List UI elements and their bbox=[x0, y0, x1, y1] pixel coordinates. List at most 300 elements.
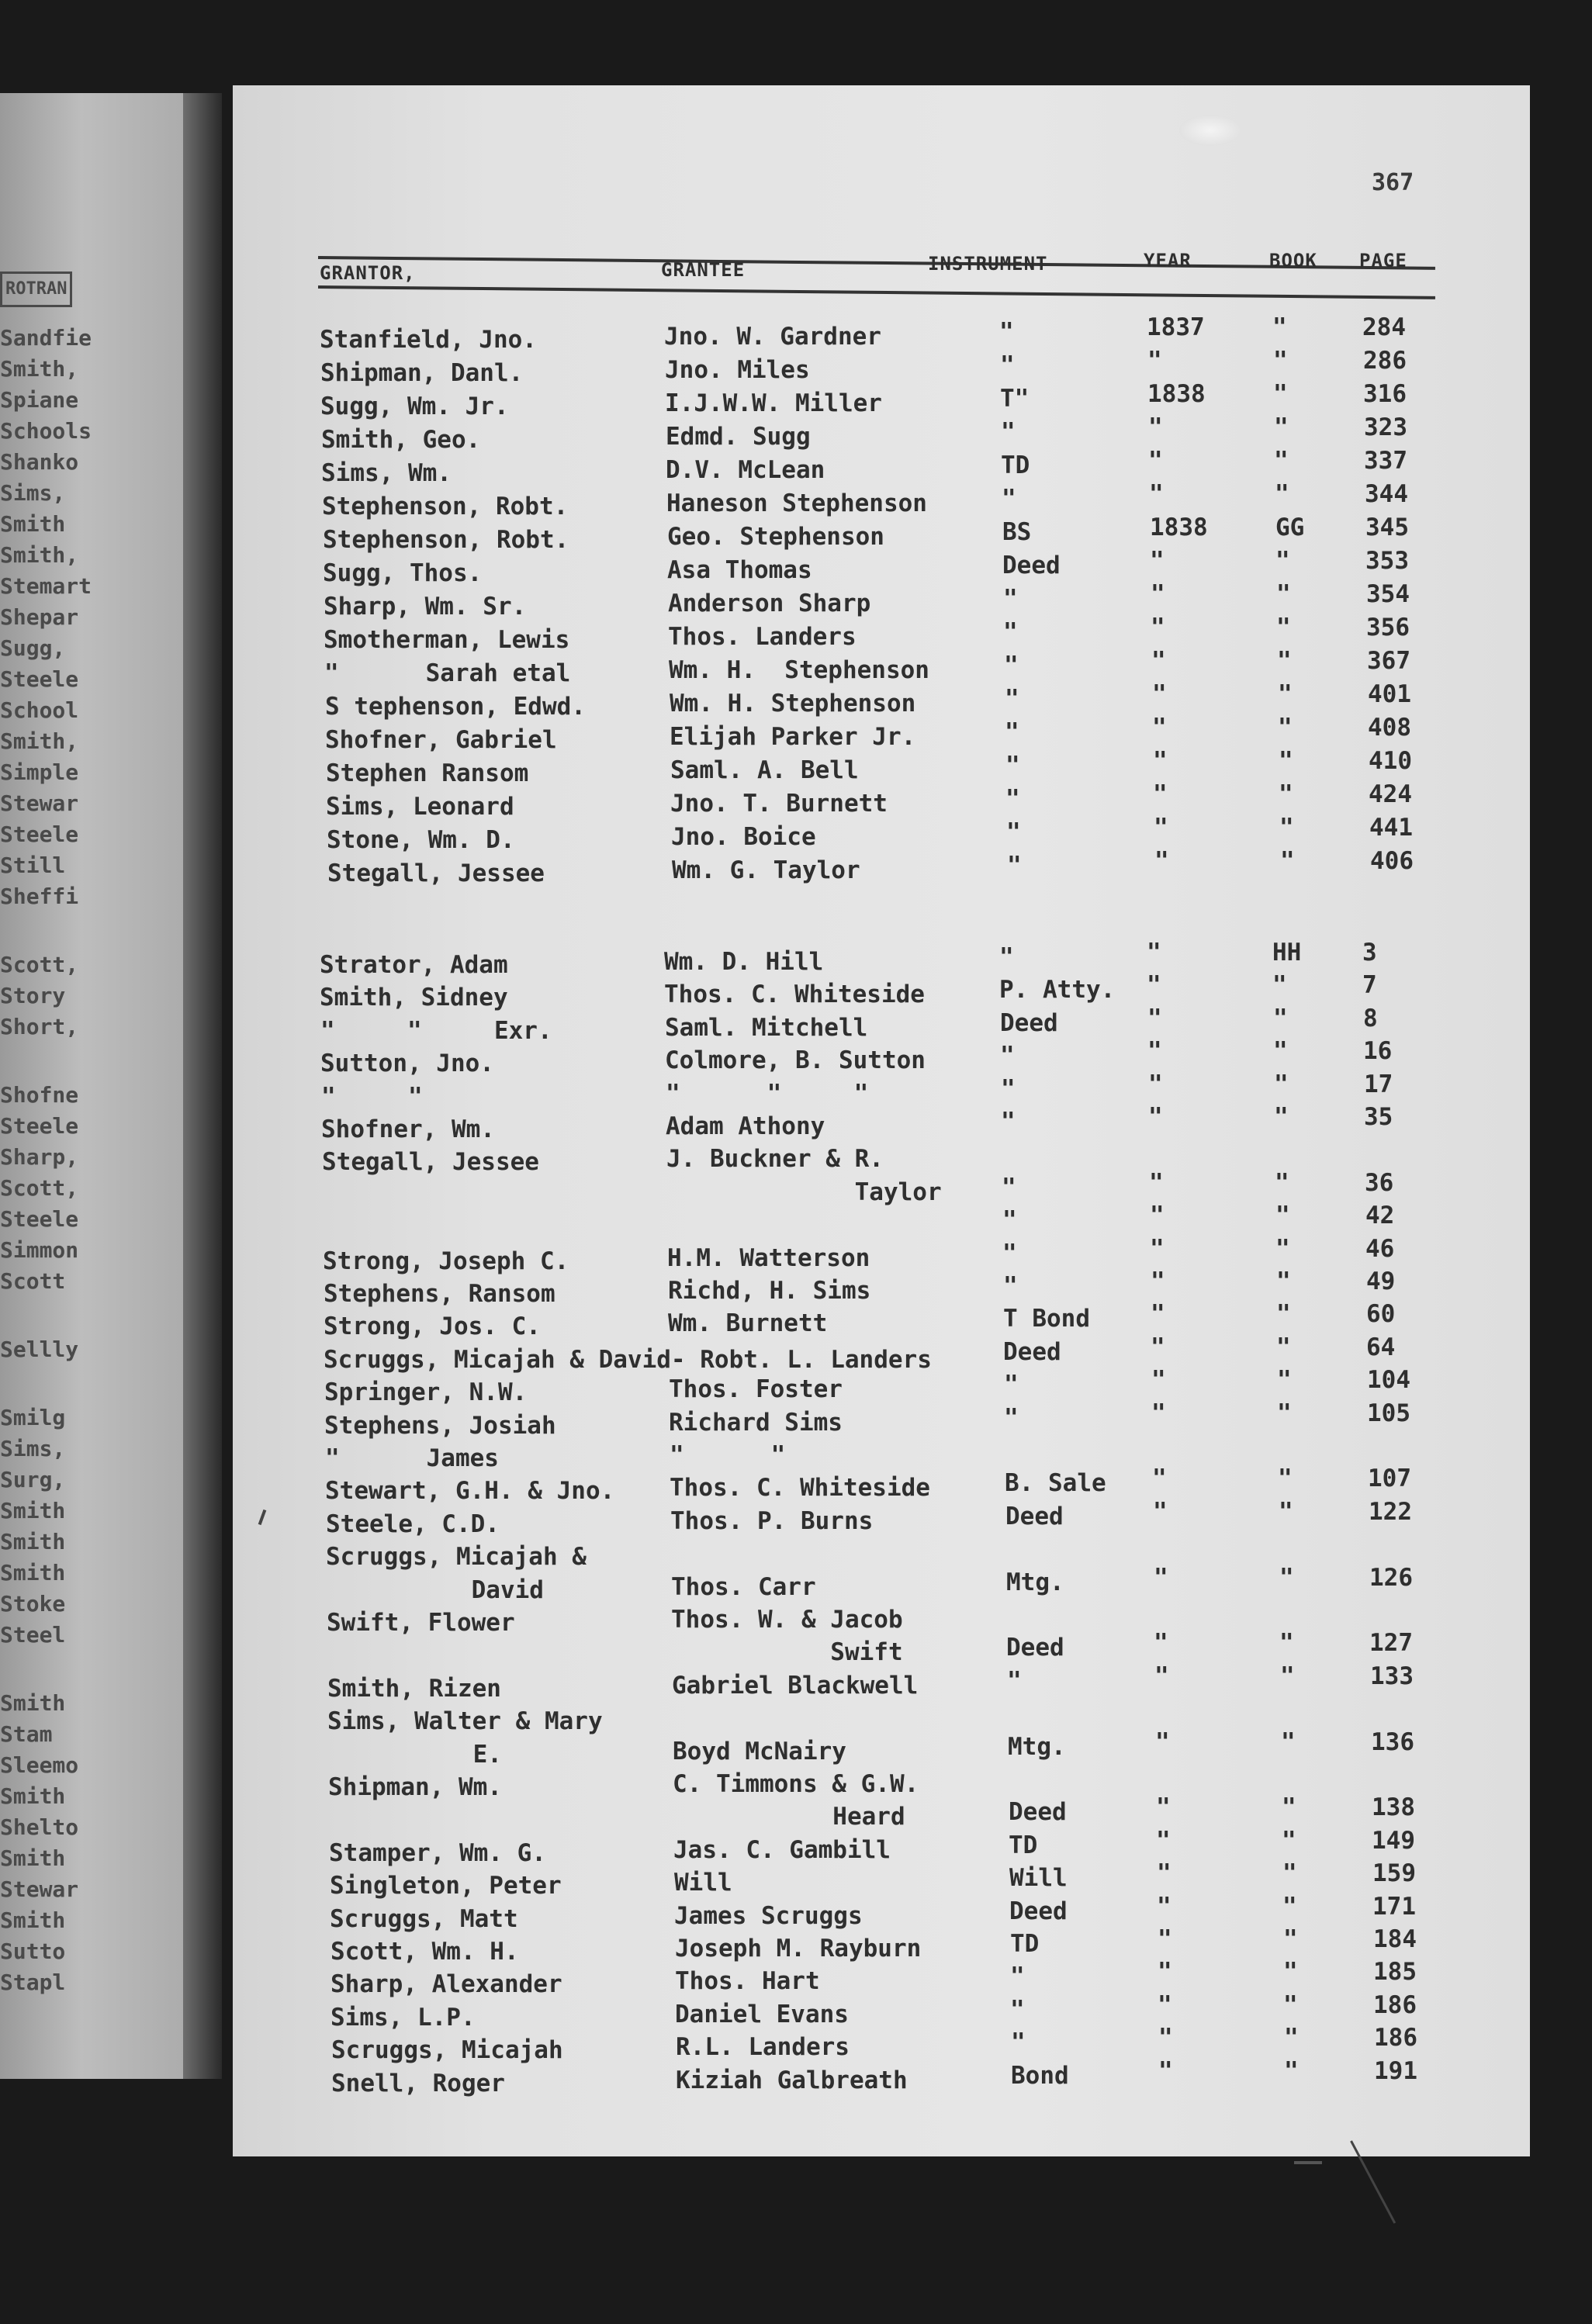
grantee-cell: Jno. Miles bbox=[665, 356, 810, 384]
book-cell: " bbox=[1275, 1234, 1290, 1263]
grantee-cell: Jas. C. Gambill bbox=[673, 1835, 891, 1864]
book-cell: " bbox=[1275, 1168, 1289, 1197]
grantee-cell: Geo. Stephenson bbox=[667, 523, 884, 551]
grantee-cell: Kiziah Galbreath bbox=[676, 2066, 908, 2094]
year-cell: " bbox=[1155, 1727, 1170, 1756]
year-cell: " bbox=[1152, 680, 1167, 708]
grantee-cell: Thos. P. Burns bbox=[670, 1506, 874, 1535]
book-cell: " bbox=[1274, 1070, 1289, 1098]
page-cell: 159 bbox=[1372, 1859, 1416, 1888]
header-book: BOOK bbox=[1269, 250, 1317, 271]
book-cell: " bbox=[1273, 1004, 1288, 1032]
grantee-cell: Wm. G. Taylor bbox=[672, 856, 860, 884]
year-cell: " bbox=[1150, 1202, 1165, 1230]
grantee-cell: Wm. H. Stephenson bbox=[669, 656, 929, 684]
year-cell: " bbox=[1150, 1234, 1165, 1263]
instrument-cell: Deed bbox=[1000, 1008, 1058, 1037]
page-cell: 284 bbox=[1362, 313, 1406, 341]
adjacent-page-fragment: Scott bbox=[0, 1268, 66, 1294]
year-cell: 1838 bbox=[1147, 380, 1206, 408]
adjacent-page-fragment: Story bbox=[0, 983, 66, 1008]
year-cell: " bbox=[1148, 1103, 1163, 1131]
instrument-cell: " bbox=[1007, 852, 1022, 880]
grantee-cell: Thos. C. Whiteside bbox=[664, 980, 925, 1009]
year-cell: " bbox=[1153, 1497, 1168, 1526]
adjacent-page-gap bbox=[0, 1297, 101, 1334]
adjacent-page-fragment: Smith bbox=[0, 1845, 66, 1871]
page-cell: 424 bbox=[1369, 780, 1412, 808]
book-cell: " bbox=[1283, 1958, 1298, 1987]
grantee-cell: Joseph M. Rayburn bbox=[675, 1935, 922, 1963]
grantee-cell: Colmore, B. Sutton bbox=[665, 1046, 926, 1075]
page-cell: 122 bbox=[1369, 1497, 1412, 1526]
grantor-cell: Strong, Joseph C. bbox=[323, 1247, 569, 1275]
instrument-cell: " bbox=[1005, 752, 1020, 780]
page-cell: 286 bbox=[1363, 347, 1407, 375]
year-cell: " bbox=[1147, 1037, 1162, 1066]
adjacent-page-fragment: Smith bbox=[0, 511, 66, 537]
year-cell: " bbox=[1151, 614, 1165, 642]
instrument-cell: P. Atty. bbox=[999, 976, 1116, 1005]
page-cell: 35 bbox=[1364, 1103, 1393, 1131]
adjacent-page-fragment: Still bbox=[0, 852, 66, 878]
page-cell: 410 bbox=[1369, 747, 1412, 775]
grantor-cell: Swift, Flower bbox=[327, 1609, 515, 1637]
adjacent-page-fragment: Steele bbox=[0, 666, 79, 692]
year-cell: 1838 bbox=[1150, 514, 1208, 541]
grantee-cell: James Scruggs bbox=[674, 1901, 863, 1930]
grantor-cell: Sharp, Alexander bbox=[331, 1970, 562, 1999]
instrument-cell: " bbox=[1002, 1239, 1017, 1267]
instrument-cell: " bbox=[1007, 1666, 1022, 1695]
grantor-cell: Stanfield, Jno. bbox=[320, 326, 537, 354]
book-cell: " bbox=[1272, 313, 1287, 341]
adjacent-page-text bbox=[0, 271, 101, 1998]
grantor-cell: Stewart, G.H. & Jno. bbox=[325, 1477, 615, 1506]
book-cell: " bbox=[1281, 1727, 1296, 1756]
year-cell: " bbox=[1147, 347, 1162, 375]
instrument-cell: Mtg. bbox=[1008, 1732, 1066, 1761]
instrument-cell: " bbox=[1002, 1206, 1017, 1235]
grantee-cell: R.L. Landers bbox=[676, 2033, 850, 2062]
instrument-cell: Deed bbox=[1009, 1897, 1068, 1925]
grantor-cell: Stephens, Josiah bbox=[324, 1411, 556, 1440]
adjacent-page-fragment: Sugg, bbox=[0, 635, 66, 661]
year-cell: " bbox=[1154, 847, 1169, 875]
book-cell: " bbox=[1279, 814, 1294, 842]
adjacent-page-fragment: Steele bbox=[0, 1113, 79, 1139]
instrument-cell: T Bond bbox=[1003, 1305, 1090, 1333]
book-cell: " bbox=[1283, 1925, 1298, 1953]
adjacent-page-fragment: Short, bbox=[0, 1014, 79, 1039]
instrument-cell: Bond bbox=[1011, 2061, 1069, 2090]
grantee-cell: Daniel Evans bbox=[675, 2000, 849, 2028]
year-cell: " bbox=[1148, 447, 1163, 475]
instrument-cell: " bbox=[1005, 785, 1020, 813]
instrument-cell: " bbox=[999, 943, 1014, 971]
book-cell: " bbox=[1282, 1826, 1296, 1855]
grantee-cell: Boyd McNairy bbox=[673, 1737, 846, 1765]
grantee-cell: D.V. McLean bbox=[666, 456, 825, 484]
page-cell: 356 bbox=[1366, 614, 1410, 642]
adjacent-page-fragment: Sims, bbox=[0, 480, 66, 506]
adjacent-page-fragment: Stam bbox=[0, 1721, 53, 1747]
grantor-cell: Sugg, Thos. bbox=[323, 559, 483, 587]
page-cell: 408 bbox=[1368, 714, 1411, 742]
book-cell: " bbox=[1279, 747, 1293, 775]
page-cell: 107 bbox=[1368, 1465, 1411, 1493]
page-cell: 64 bbox=[1366, 1333, 1396, 1361]
grantor-cell: Scruggs, Micajah bbox=[331, 2036, 563, 2065]
grantor-cell: Shipman, Danl. bbox=[320, 359, 524, 387]
book-cell: " bbox=[1277, 647, 1292, 675]
header-instrument: INSTRUMENT bbox=[928, 253, 1048, 275]
grantor-cell: Sharp, Wm. Sr. bbox=[324, 593, 527, 621]
book-cell: " bbox=[1277, 1366, 1292, 1395]
instrument-cell: " bbox=[1004, 652, 1019, 680]
book-cell: " bbox=[1278, 1465, 1293, 1493]
adjacent-page-fragment: Sharp, bbox=[0, 1144, 79, 1170]
adjacent-page-fragment: Shelto bbox=[0, 1814, 79, 1840]
year-cell: " bbox=[1151, 1267, 1165, 1295]
book-cell: " bbox=[1273, 1037, 1288, 1066]
instrument-cell: TD bbox=[1009, 1831, 1038, 1859]
grantee-cell: Thos. Hart bbox=[675, 1967, 820, 1996]
grantor-cell: Shofner, Gabriel bbox=[325, 726, 557, 754]
instrument-cell: Deed bbox=[1006, 1634, 1064, 1662]
year-cell: " bbox=[1149, 1168, 1164, 1197]
grantee-cell: Haneson Stephenson bbox=[666, 489, 927, 517]
grantor-cell: Stegall, Jessee bbox=[322, 1148, 539, 1177]
year-cell: " bbox=[1147, 939, 1161, 967]
page-cell: 441 bbox=[1369, 814, 1413, 842]
instrument-cell: TD bbox=[1010, 1930, 1040, 1958]
instrument-cell: " bbox=[1001, 418, 1016, 446]
adjacent-page-fragment: Scott, bbox=[0, 1175, 79, 1201]
adjacent-page-fragment: Sutto bbox=[0, 1938, 66, 1964]
adjacent-page-fragment: School bbox=[0, 697, 79, 723]
instrument-cell: " bbox=[1002, 485, 1016, 513]
year-cell: " bbox=[1158, 1990, 1172, 2019]
book-cell: " bbox=[1283, 1990, 1298, 2019]
book-cell: " bbox=[1278, 714, 1293, 742]
grantor-cell: Singleton, Peter bbox=[330, 1872, 562, 1900]
header-page: PAGE bbox=[1359, 250, 1407, 271]
grantor-cell: Sutton, Jno. bbox=[320, 1050, 494, 1078]
adjacent-page-fragment: Smith bbox=[0, 1907, 66, 1933]
grantee-cell: Elijah Parker Jr. bbox=[670, 723, 916, 751]
book-cell: " bbox=[1276, 580, 1291, 608]
grantor-cell: Sims, L.P. bbox=[331, 2003, 476, 2032]
page-cell: 367 bbox=[1367, 647, 1410, 675]
grantor-cell: Scruggs, Matt bbox=[330, 1904, 518, 1933]
adjacent-page-fragment: Smith bbox=[0, 1498, 66, 1523]
instrument-cell: BS bbox=[1002, 518, 1032, 546]
page-cell: 184 bbox=[1373, 1925, 1417, 1953]
grantor-cell: Sims, Leonard bbox=[326, 793, 514, 821]
grantee-cell: I.J.W.W. Miller bbox=[665, 389, 882, 417]
book-cell: " bbox=[1279, 1563, 1294, 1592]
grantor-cell: Sugg, Wm. Jr. bbox=[320, 393, 509, 420]
page-cell: 46 bbox=[1365, 1234, 1395, 1263]
grantee-cell: Edmd. Sugg bbox=[666, 423, 811, 451]
year-cell: " bbox=[1151, 580, 1165, 608]
grantor-cell: Stephenson, Robt. bbox=[322, 493, 569, 520]
adjacent-page-gap bbox=[0, 1043, 101, 1080]
page-cell: 16 bbox=[1363, 1037, 1393, 1066]
grantee-cell: Thos. Landers bbox=[668, 623, 857, 651]
page-cell: 36 bbox=[1365, 1168, 1394, 1197]
grantee-cell: Asa Thomas bbox=[667, 556, 812, 584]
adjacent-page-fragment: Sims, bbox=[0, 1436, 66, 1461]
adjacent-page-fragment: Sheffi bbox=[0, 884, 79, 909]
grantor-cell: S tephenson, Edwd. bbox=[325, 693, 586, 721]
instrument-cell: " bbox=[1004, 1403, 1019, 1432]
grantor-cell: " James bbox=[325, 1444, 499, 1472]
adjacent-page-fragment: Sandfie bbox=[0, 325, 92, 351]
book-cell: " bbox=[1276, 1300, 1291, 1329]
adjacent-page-fragment: Surg, bbox=[0, 1467, 66, 1492]
adjacent-page-fragment: Smith bbox=[0, 1783, 66, 1809]
year-cell: " bbox=[1158, 2056, 1173, 2085]
year-cell: " bbox=[1148, 1070, 1163, 1098]
instrument-cell: " bbox=[1004, 1371, 1019, 1399]
instrument-cell: " bbox=[1001, 1108, 1016, 1136]
instrument-cell: Deed bbox=[1002, 552, 1061, 579]
grantee-cell: J. Buckner & R. bbox=[666, 1145, 884, 1174]
page-cell: 8 bbox=[1363, 1004, 1378, 1032]
adjacent-page-fragment: Steel bbox=[0, 1622, 66, 1648]
grantee-cell: Anderson Sharp bbox=[668, 590, 871, 617]
page-cell: 337 bbox=[1364, 447, 1407, 475]
year-cell: " bbox=[1158, 1925, 1172, 1953]
book-cell: " bbox=[1282, 1793, 1296, 1822]
grantor-cell: Steele, C.D. bbox=[326, 1510, 500, 1538]
grantor-cell: Smotherman, Lewis bbox=[324, 626, 570, 654]
grantee-cell: C. Timmons & G.W. bbox=[673, 1770, 919, 1798]
adjacent-page-fragment: Smith bbox=[0, 1529, 66, 1555]
instrument-cell: " bbox=[1002, 1173, 1016, 1202]
grantor-cell: Smith, Rizen bbox=[327, 1674, 501, 1703]
grantor-cell: Scott, Wm. H. bbox=[331, 1938, 519, 1966]
book-cell: " bbox=[1282, 1892, 1297, 1921]
adjacent-page-fragment: Shepar bbox=[0, 604, 79, 630]
grantee-cell: Will bbox=[674, 1869, 732, 1897]
grantor-cell: Stephens, Ransom bbox=[324, 1280, 555, 1308]
instrument-cell: " bbox=[1001, 1074, 1016, 1103]
book-cell: " bbox=[1274, 1103, 1289, 1131]
year-cell: " bbox=[1154, 1563, 1168, 1592]
year-cell: " bbox=[1151, 647, 1166, 675]
year-cell: " bbox=[1151, 1399, 1166, 1427]
year-cell: " bbox=[1152, 714, 1167, 742]
book-cell: " bbox=[1274, 447, 1289, 475]
adjacent-page-fragment: Sleemo bbox=[0, 1752, 79, 1778]
instrument-cell: Deed bbox=[1005, 1502, 1064, 1530]
adjacent-page-fragment: Smith, bbox=[0, 356, 79, 382]
page-cell: 42 bbox=[1365, 1202, 1395, 1230]
header-year: YEAR bbox=[1144, 250, 1192, 271]
book-cell: " bbox=[1275, 1202, 1290, 1230]
adjacent-page-gap bbox=[0, 1365, 101, 1402]
instrument-cell: TD bbox=[1001, 451, 1030, 479]
grantee-cell: Saml. A. Bell bbox=[670, 756, 859, 784]
instrument-cell: " bbox=[1003, 585, 1018, 613]
book-cell: " bbox=[1280, 1662, 1295, 1690]
grantor-cell: " " Exr. bbox=[320, 1016, 552, 1045]
page-smudge bbox=[1179, 115, 1241, 146]
page-cell: 401 bbox=[1368, 680, 1411, 708]
grantor-cell: Stone, Wm. D. bbox=[327, 826, 515, 854]
book-cell: " bbox=[1284, 2024, 1299, 2053]
grantee-cell: Richd, H. Sims bbox=[668, 1277, 871, 1305]
adjacent-page-fragment: Shanko bbox=[0, 449, 79, 475]
grantor-cell: Snell, Roger bbox=[331, 2069, 505, 2097]
page-cell: 353 bbox=[1365, 547, 1409, 575]
adjacent-page-fragment: Steele bbox=[0, 1206, 79, 1232]
instrument-cell: " bbox=[1011, 2028, 1026, 2057]
page-cell: 345 bbox=[1365, 514, 1409, 541]
book-cell: " bbox=[1274, 413, 1289, 441]
page-cell: 136 bbox=[1371, 1727, 1414, 1756]
year-cell: " bbox=[1157, 1892, 1172, 1921]
page-cell: 344 bbox=[1365, 480, 1408, 508]
book-cell: " bbox=[1280, 847, 1295, 875]
book-cell: " bbox=[1276, 1333, 1291, 1361]
book-cell: " bbox=[1279, 1497, 1293, 1526]
page-cell: 185 bbox=[1373, 1958, 1417, 1987]
grantor-cell: Sims, Wm. bbox=[321, 459, 452, 487]
grantee-cell: Wm. D. Hill bbox=[664, 948, 824, 976]
adjacent-page-fragment: Spiane bbox=[0, 387, 79, 413]
year-cell: " bbox=[1147, 971, 1161, 1000]
year-cell: " bbox=[1153, 780, 1168, 808]
adjacent-page-fragment: Stapl bbox=[0, 1970, 66, 1995]
adjacent-page-gap bbox=[0, 912, 101, 949]
adjacent-page-fragment: Stemart bbox=[0, 573, 92, 599]
instrument-cell: " bbox=[1000, 351, 1015, 379]
grantor-cell: Stamper, Wm. G. bbox=[329, 1838, 546, 1867]
year-cell: " bbox=[1154, 1629, 1168, 1658]
instrument-cell: " bbox=[1010, 1995, 1025, 2024]
grantee-cell: Thos. Foster bbox=[669, 1375, 843, 1404]
adjacent-page-fragment: Smilg bbox=[0, 1405, 66, 1430]
book-cell: " bbox=[1276, 614, 1291, 642]
year-cell: 1837 bbox=[1147, 313, 1205, 341]
adjacent-page-fragment: Smith, bbox=[0, 728, 79, 754]
year-cell: " bbox=[1154, 814, 1168, 842]
year-cell: " bbox=[1148, 413, 1163, 441]
page-cell: 17 bbox=[1364, 1070, 1393, 1098]
grantee-cell: Jno. W. Gardner bbox=[664, 323, 881, 351]
year-cell: " bbox=[1156, 1826, 1171, 1855]
grantor-cell: Strong, Jos. C. bbox=[324, 1312, 541, 1341]
grantor-cell: Smith, Sidney bbox=[320, 984, 508, 1012]
page-cell: 60 bbox=[1366, 1300, 1396, 1329]
adjacent-page-fragment: Sellly bbox=[0, 1337, 79, 1362]
book-cell: " bbox=[1273, 380, 1288, 408]
instrument-cell: " bbox=[999, 318, 1014, 346]
page-cell: 406 bbox=[1370, 847, 1414, 875]
book-cell: " bbox=[1282, 1859, 1297, 1888]
page-cell: 186 bbox=[1374, 2024, 1417, 2053]
grantor-cell: Sims, Walter & Mary bbox=[327, 1707, 603, 1736]
grantee-cell: Heard bbox=[673, 1803, 905, 1831]
adjacent-page-fragment: Smith bbox=[0, 1560, 66, 1586]
adjacent-page-fragment: Schools bbox=[0, 418, 92, 444]
page-cell: 138 bbox=[1372, 1793, 1415, 1822]
grantor-cell: Scruggs, Micajah & David- Robt. L. Landers bbox=[324, 1345, 932, 1374]
adjacent-page-fragment: Simmon bbox=[0, 1237, 79, 1263]
grantor-cell: Shofner, Wm. bbox=[321, 1115, 495, 1143]
grantor-cell: " Sarah etal bbox=[324, 659, 571, 687]
grantee-cell: Richard Sims bbox=[669, 1408, 843, 1437]
book-cell: " bbox=[1275, 547, 1290, 575]
page-cell: 191 bbox=[1374, 2056, 1417, 2085]
year-cell: " bbox=[1158, 1958, 1172, 1987]
grantee-cell: Thos. W. & Jacob bbox=[671, 1606, 903, 1634]
adjacent-page-fragment: Smith, bbox=[0, 542, 79, 568]
grantor-cell: E. bbox=[328, 1740, 502, 1769]
page-number: 367 bbox=[1372, 169, 1414, 196]
book-cell: " bbox=[1279, 780, 1293, 808]
book-cell: " bbox=[1276, 1267, 1291, 1295]
page-cell: 127 bbox=[1369, 1629, 1413, 1658]
instrument-cell: " bbox=[1010, 1963, 1025, 1991]
adjacent-page-fragment: Stewar bbox=[0, 790, 79, 816]
book-cell: " bbox=[1275, 480, 1289, 508]
grantee-cell: Thos. Carr bbox=[671, 1572, 816, 1601]
grantee-cell: Gabriel Blackwell bbox=[672, 1671, 919, 1700]
year-cell: " bbox=[1151, 1300, 1165, 1329]
grantor-cell: " " bbox=[321, 1082, 423, 1111]
year-cell: " bbox=[1152, 1465, 1167, 1493]
page-cell: 49 bbox=[1366, 1267, 1396, 1295]
page-cell: 105 bbox=[1367, 1399, 1410, 1427]
grantee-cell: " " " bbox=[666, 1079, 869, 1108]
adjacent-page-fragment: Steele bbox=[0, 821, 79, 847]
adjacent-page-fragment: Simple bbox=[0, 759, 79, 785]
grantor-cell: Smith, Geo. bbox=[321, 426, 481, 454]
book-cell: GG bbox=[1275, 514, 1305, 541]
year-cell: " bbox=[1151, 1333, 1165, 1361]
instrument-cell: " bbox=[1000, 1042, 1015, 1070]
page-cell: 323 bbox=[1364, 413, 1407, 441]
page-cell: 133 bbox=[1370, 1662, 1414, 1690]
instrument-cell: T" bbox=[1000, 385, 1030, 413]
book-cell: " bbox=[1278, 680, 1293, 708]
page-cell: 354 bbox=[1366, 580, 1410, 608]
page-cell: 186 bbox=[1373, 1990, 1417, 2019]
grantee-cell: H.M. Watterson bbox=[667, 1243, 870, 1272]
year-cell: " bbox=[1158, 2024, 1173, 2053]
book-gutter bbox=[183, 93, 222, 2079]
page-cell: 316 bbox=[1363, 380, 1407, 408]
grantee-cell: Jno. T. Burnett bbox=[670, 790, 888, 818]
grantor-cell: David bbox=[327, 1575, 544, 1604]
grantor-cell: Shipman, Wm. bbox=[328, 1773, 502, 1801]
header-grantor: GRANTOR, bbox=[320, 262, 416, 284]
year-cell: " bbox=[1154, 1662, 1169, 1690]
instrument-cell: " bbox=[1003, 618, 1018, 646]
grantor-cell: Scruggs, Micajah & bbox=[326, 1543, 587, 1572]
grantor-cell: Stephen Ransom bbox=[326, 759, 529, 787]
page-cell: 126 bbox=[1369, 1563, 1413, 1592]
page-cell: 7 bbox=[1362, 971, 1377, 1000]
year-cell: " bbox=[1147, 1004, 1162, 1032]
grantee-cell: Saml. Mitchell bbox=[665, 1013, 868, 1042]
year-cell: " bbox=[1157, 1859, 1172, 1888]
